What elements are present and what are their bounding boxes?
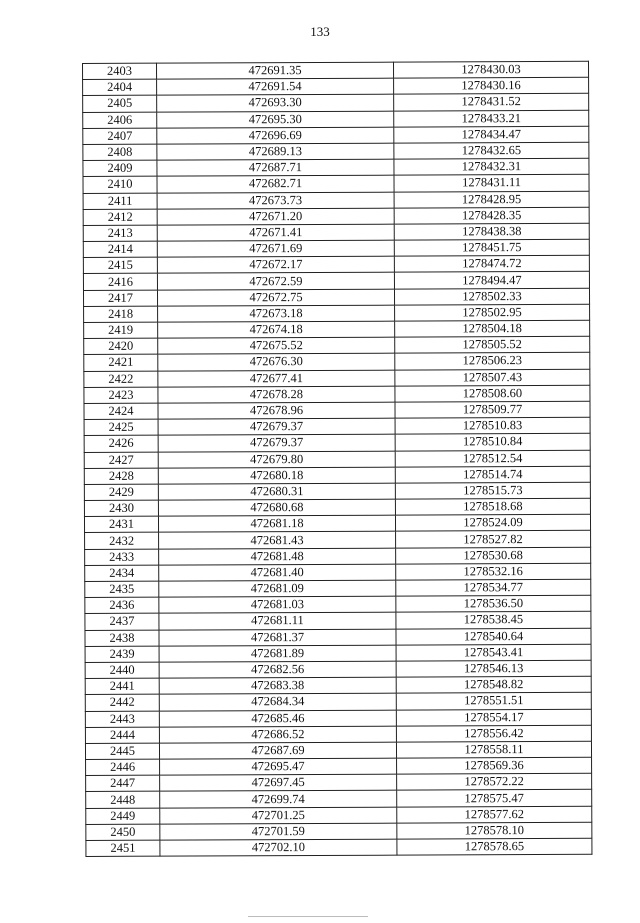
x-coordinate-cell: 472681.43 xyxy=(159,532,396,549)
point-number-cell: 2447 xyxy=(86,775,160,792)
y-coordinate-cell: 1278515.73 xyxy=(395,482,590,499)
x-coordinate-cell: 472680.31 xyxy=(158,483,395,500)
x-coordinate-cell: 472675.52 xyxy=(158,337,395,354)
y-coordinate-cell: 1278494.47 xyxy=(394,272,589,289)
table-row xyxy=(86,774,592,792)
y-coordinate-cell: 1278578.10 xyxy=(397,822,592,839)
x-coordinate-cell: 472681.89 xyxy=(159,645,396,662)
table-row xyxy=(85,644,591,662)
y-coordinate-cell: 1278514.74 xyxy=(395,466,590,483)
point-number-cell: 2433 xyxy=(85,549,159,566)
x-coordinate-cell: 472691.54 xyxy=(157,78,394,95)
table-row xyxy=(83,126,589,144)
x-coordinate-cell: 472677.41 xyxy=(158,370,395,387)
point-number-cell: 2451 xyxy=(86,840,160,857)
table-row xyxy=(83,77,589,95)
point-number-cell: 2435 xyxy=(85,581,159,598)
point-number-cell: 2422 xyxy=(84,371,158,388)
x-coordinate-cell: 472671.20 xyxy=(157,208,394,225)
y-coordinate-cell: 1278438.38 xyxy=(394,223,589,240)
y-coordinate-cell: 1278577.62 xyxy=(397,806,592,823)
x-coordinate-cell: 472673.18 xyxy=(158,305,395,322)
x-coordinate-cell: 472695.30 xyxy=(157,111,394,128)
table-row xyxy=(83,61,589,79)
y-coordinate-cell: 1278431.52 xyxy=(394,94,589,111)
x-coordinate-cell: 472684.34 xyxy=(159,693,396,710)
table-row xyxy=(84,498,590,516)
page-number: 133 xyxy=(310,24,330,39)
x-coordinate-cell: 472679.80 xyxy=(158,451,395,468)
y-coordinate-cell: 1278430.16 xyxy=(394,77,589,94)
x-coordinate-cell: 472701.59 xyxy=(160,823,397,840)
point-number-cell: 2413 xyxy=(83,225,157,242)
point-number-cell: 2437 xyxy=(85,614,159,631)
table-row xyxy=(86,790,592,808)
point-number-cell: 2411 xyxy=(83,193,157,210)
x-coordinate-cell: 472681.18 xyxy=(158,515,395,532)
table-row xyxy=(83,94,589,112)
x-coordinate-cell: 472676.30 xyxy=(158,354,395,371)
point-number-cell: 2444 xyxy=(85,727,159,744)
point-number-cell: 2406 xyxy=(83,112,157,129)
table-row xyxy=(84,515,590,533)
y-coordinate-cell: 1278569.36 xyxy=(397,757,592,774)
y-coordinate-cell: 1278433.21 xyxy=(394,110,589,127)
point-number-cell: 2428 xyxy=(84,468,158,485)
point-number-cell: 2414 xyxy=(83,241,157,258)
x-coordinate-cell: 472681.03 xyxy=(159,596,396,613)
table-row xyxy=(83,256,589,274)
point-number-cell: 2424 xyxy=(84,403,158,420)
y-coordinate-cell: 1278504.18 xyxy=(395,320,590,337)
point-number-cell: 2448 xyxy=(86,792,160,809)
x-coordinate-cell: 472672.75 xyxy=(157,289,394,306)
x-coordinate-cell: 472680.18 xyxy=(158,467,395,484)
point-number-cell: 2450 xyxy=(86,824,160,841)
table-row xyxy=(84,434,590,452)
table-row xyxy=(83,191,589,209)
point-number-cell: 2432 xyxy=(85,533,159,550)
x-coordinate-cell: 472699.74 xyxy=(160,791,397,808)
point-number-cell: 2421 xyxy=(84,355,158,372)
point-number-cell: 2404 xyxy=(83,79,157,96)
table-row xyxy=(86,822,592,840)
table-row xyxy=(84,369,590,387)
y-coordinate-cell: 1278510.84 xyxy=(395,434,590,451)
point-number-cell: 2431 xyxy=(84,516,158,533)
x-coordinate-cell: 472680.68 xyxy=(158,499,395,516)
y-coordinate-cell: 1278507.43 xyxy=(395,369,590,386)
x-coordinate-cell: 472687.71 xyxy=(157,159,394,176)
point-number-cell: 2439 xyxy=(85,646,159,663)
y-coordinate-cell: 1278474.72 xyxy=(394,256,589,273)
x-coordinate-cell: 472678.28 xyxy=(158,386,395,403)
table-row xyxy=(83,272,589,290)
point-number-cell: 2417 xyxy=(83,290,157,307)
table-row xyxy=(85,579,591,597)
y-coordinate-cell: 1278572.22 xyxy=(397,774,592,791)
table-row xyxy=(85,612,591,630)
point-number-cell: 2438 xyxy=(85,630,159,647)
y-coordinate-cell: 1278534.77 xyxy=(396,579,591,596)
y-coordinate-cell: 1278428.95 xyxy=(394,191,589,208)
x-coordinate-cell: 472678.96 xyxy=(158,402,395,419)
coordinates-table xyxy=(82,61,592,857)
point-number-cell: 2434 xyxy=(85,565,159,582)
table-row xyxy=(83,175,589,193)
table-row xyxy=(85,725,591,743)
point-number-cell: 2443 xyxy=(85,711,159,728)
table-row xyxy=(85,660,591,678)
point-number-cell: 2446 xyxy=(86,759,160,776)
x-coordinate-cell: 472681.48 xyxy=(159,548,396,565)
y-coordinate-cell: 1278505.52 xyxy=(395,336,590,353)
table-row xyxy=(85,595,591,613)
point-number-cell: 2407 xyxy=(83,128,157,145)
x-coordinate-cell: 472681.40 xyxy=(159,564,396,581)
y-coordinate-cell: 1278432.31 xyxy=(394,158,589,175)
x-coordinate-cell: 472696.69 xyxy=(157,127,394,144)
x-coordinate-cell: 472671.41 xyxy=(157,224,394,241)
point-number-cell: 2427 xyxy=(84,452,158,469)
y-coordinate-cell: 1278548.82 xyxy=(396,676,591,693)
y-coordinate-cell: 1278546.13 xyxy=(396,660,591,677)
table-row xyxy=(85,741,591,759)
x-coordinate-cell: 472683.38 xyxy=(159,677,396,694)
y-coordinate-cell: 1278506.23 xyxy=(395,353,590,370)
point-number-cell: 2418 xyxy=(84,306,158,323)
x-coordinate-cell: 472679.37 xyxy=(158,434,395,451)
table-row xyxy=(85,676,591,694)
table-row xyxy=(83,288,589,306)
y-coordinate-cell: 1278543.41 xyxy=(396,644,591,661)
x-coordinate-cell: 472673.73 xyxy=(157,192,394,209)
y-coordinate-cell: 1278578.65 xyxy=(397,838,592,855)
y-coordinate-cell: 1278536.50 xyxy=(396,595,591,612)
y-coordinate-cell: 1278538.45 xyxy=(396,612,591,629)
point-number-cell: 2405 xyxy=(83,96,157,113)
point-number-cell: 2423 xyxy=(84,387,158,404)
point-number-cell: 2409 xyxy=(83,160,157,177)
point-number-cell: 2445 xyxy=(85,743,159,760)
table-row xyxy=(85,531,591,549)
point-number-cell: 2440 xyxy=(85,662,159,679)
footer-divider xyxy=(248,916,368,917)
table-row xyxy=(83,142,589,160)
table-row xyxy=(84,385,590,403)
table-row xyxy=(84,336,590,354)
y-coordinate-cell: 1278432.65 xyxy=(394,142,589,159)
y-coordinate-cell: 1278502.33 xyxy=(394,288,589,305)
table-row xyxy=(85,628,591,646)
table-row xyxy=(84,304,590,322)
x-coordinate-cell: 472682.71 xyxy=(157,175,394,192)
y-coordinate-cell: 1278508.60 xyxy=(395,385,590,402)
table-row xyxy=(86,806,592,824)
x-coordinate-cell: 472681.11 xyxy=(159,613,396,630)
point-number-cell: 2425 xyxy=(84,419,158,436)
table-row xyxy=(86,838,592,856)
y-coordinate-cell: 1278518.68 xyxy=(395,498,590,515)
table-row xyxy=(84,353,590,371)
y-coordinate-cell: 1278434.47 xyxy=(394,126,589,143)
y-coordinate-cell: 1278524.09 xyxy=(395,515,590,532)
x-coordinate-cell: 472687.69 xyxy=(159,742,396,759)
point-number-cell: 2416 xyxy=(83,274,157,291)
point-number-cell: 2441 xyxy=(85,678,159,695)
point-number-cell: 2408 xyxy=(83,144,157,161)
point-number-cell: 2430 xyxy=(84,500,158,517)
x-coordinate-cell: 472671.69 xyxy=(157,240,394,257)
table-row xyxy=(85,547,591,565)
point-number-cell: 2410 xyxy=(83,176,157,193)
table-row xyxy=(85,563,591,581)
point-number-cell: 2426 xyxy=(84,435,158,452)
y-coordinate-cell: 1278551.51 xyxy=(396,693,591,710)
point-number-cell: 2429 xyxy=(84,484,158,501)
y-coordinate-cell: 1278530.68 xyxy=(396,547,591,564)
y-coordinate-cell: 1278510.83 xyxy=(395,417,590,434)
table-row xyxy=(86,757,592,775)
y-coordinate-cell: 1278431.11 xyxy=(394,175,589,192)
x-coordinate-cell: 472685.46 xyxy=(159,710,396,727)
x-coordinate-cell: 472679.37 xyxy=(158,418,395,435)
x-coordinate-cell: 472681.37 xyxy=(159,629,396,646)
table-row xyxy=(84,466,590,484)
coordinates-table-body xyxy=(83,61,592,856)
x-coordinate-cell: 472695.47 xyxy=(160,758,397,775)
table-row xyxy=(84,482,590,500)
x-coordinate-cell: 472686.52 xyxy=(159,726,396,743)
table-row xyxy=(83,158,589,176)
x-coordinate-cell: 472691.35 xyxy=(157,62,394,79)
y-coordinate-cell: 1278451.75 xyxy=(394,239,589,256)
table-row xyxy=(83,239,589,257)
x-coordinate-cell: 472693.30 xyxy=(157,95,394,112)
point-number-cell: 2436 xyxy=(85,597,159,614)
y-coordinate-cell: 1278509.77 xyxy=(395,401,590,418)
y-coordinate-cell: 1278502.95 xyxy=(395,304,590,321)
table-row xyxy=(83,207,589,225)
table-row xyxy=(85,693,591,711)
table-row xyxy=(83,110,589,128)
x-coordinate-cell: 472681.09 xyxy=(159,580,396,597)
x-coordinate-cell: 472697.45 xyxy=(160,774,397,791)
point-number-cell: 2403 xyxy=(83,63,157,80)
y-coordinate-cell: 1278540.64 xyxy=(396,628,591,645)
y-coordinate-cell: 1278527.82 xyxy=(396,531,591,548)
table-row xyxy=(85,709,591,727)
x-coordinate-cell: 472701.25 xyxy=(160,807,397,824)
y-coordinate-cell: 1278428.35 xyxy=(394,207,589,224)
y-coordinate-cell: 1278430.03 xyxy=(393,61,588,78)
table-row xyxy=(84,401,590,419)
x-coordinate-cell: 472682.56 xyxy=(159,661,396,678)
point-number-cell: 2419 xyxy=(84,322,158,339)
x-coordinate-cell: 472674.18 xyxy=(158,321,395,338)
x-coordinate-cell: 472689.13 xyxy=(157,143,394,160)
point-number-cell: 2449 xyxy=(86,808,160,825)
y-coordinate-cell: 1278532.16 xyxy=(396,563,591,580)
x-coordinate-cell: 472672.59 xyxy=(157,273,394,290)
table-row xyxy=(84,450,590,468)
y-coordinate-cell: 1278575.47 xyxy=(397,790,592,807)
y-coordinate-cell: 1278556.42 xyxy=(396,725,591,742)
x-coordinate-cell: 472672.17 xyxy=(157,256,394,273)
x-coordinate-cell: 472702.10 xyxy=(160,839,397,856)
table-row xyxy=(83,223,589,241)
y-coordinate-cell: 1278512.54 xyxy=(395,450,590,467)
table-row xyxy=(84,417,590,435)
y-coordinate-cell: 1278554.17 xyxy=(396,709,591,726)
y-coordinate-cell: 1278558.11 xyxy=(396,741,591,758)
point-number-cell: 2412 xyxy=(83,209,157,226)
table-row xyxy=(84,320,590,338)
point-number-cell: 2442 xyxy=(85,694,159,711)
point-number-cell: 2415 xyxy=(83,257,157,274)
point-number-cell: 2420 xyxy=(84,338,158,355)
